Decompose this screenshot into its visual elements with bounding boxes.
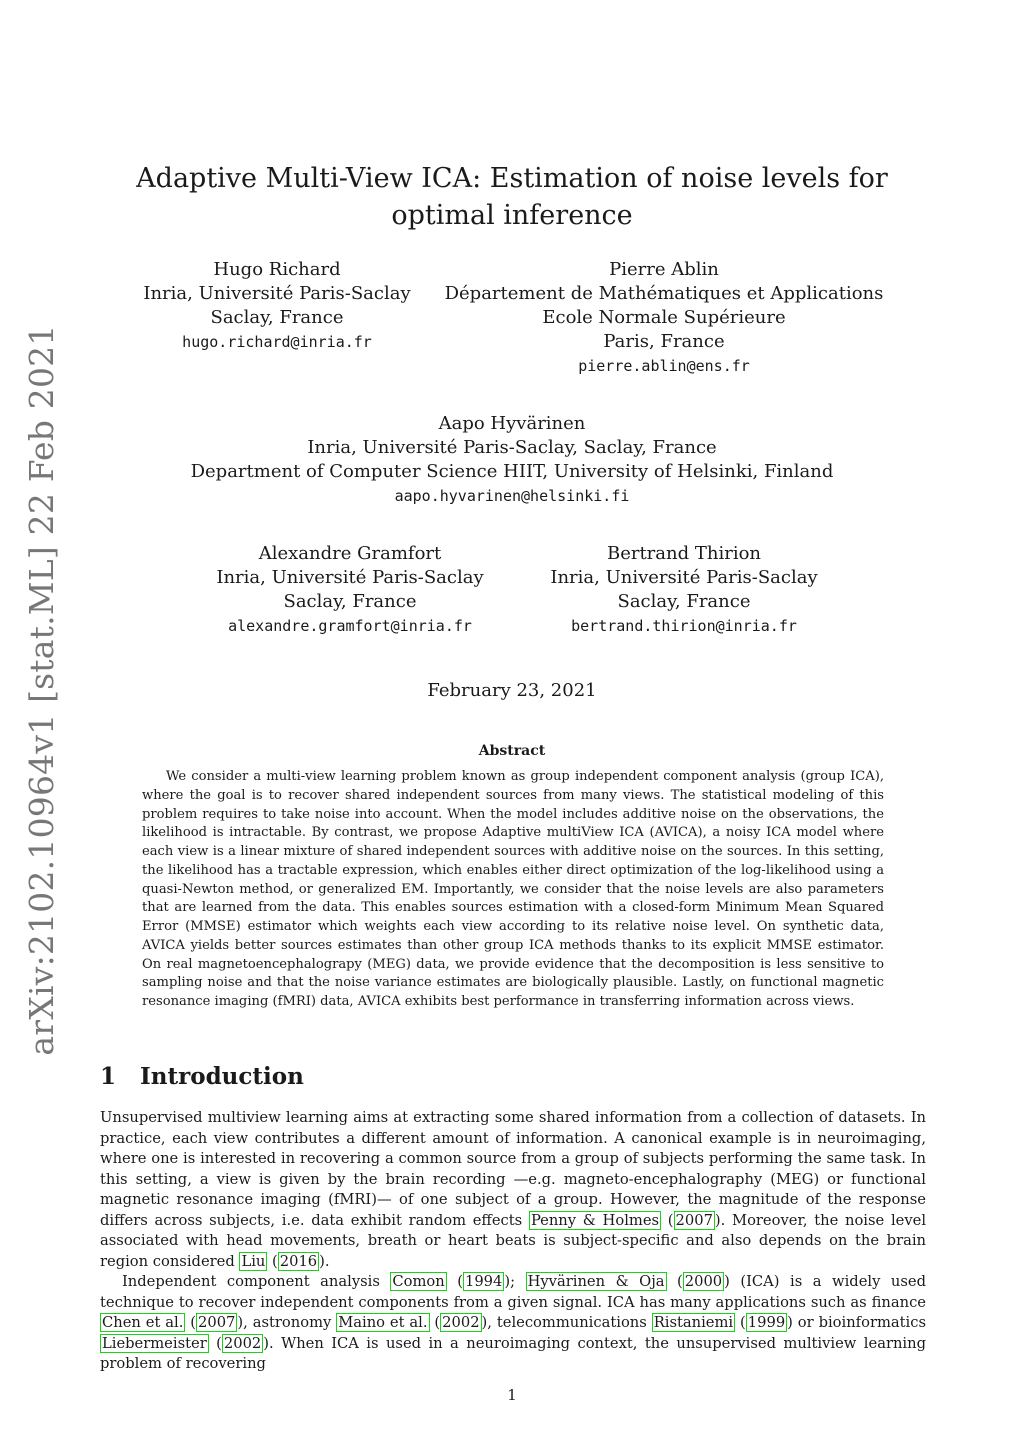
paragraph-text: ) or bioinformatics xyxy=(787,1314,927,1331)
paper-date: February 23, 2021 xyxy=(427,680,597,701)
author-name: Aapo Hyvärinen xyxy=(438,413,586,434)
citation-link[interactable]: 2002 xyxy=(442,1314,480,1331)
author-affiliation: Inria, Université Paris-Saclay, Saclay, France xyxy=(307,437,717,458)
citation-link[interactable]: 1994 xyxy=(464,1273,503,1290)
arxiv-identifier: arXiv:2102.10964v1 [stat.ML] 22 Feb 2021 xyxy=(22,324,61,1056)
section-title: Introduction xyxy=(140,1063,304,1090)
citation-link[interactable]: Liu xyxy=(241,1252,266,1270)
paragraph-text: ) (ICA) is a widely used technique to recover independent components from a given signal. ICA has many applications such as finance xyxy=(100,1273,926,1311)
author-affiliation: Inria, Université Paris-Saclay xyxy=(216,567,484,588)
section-number: 1 xyxy=(100,1063,117,1090)
author-block xyxy=(110,258,444,354)
author-name: Alexandre Gramfort xyxy=(258,543,442,564)
author-affiliation: Département de Mathématiques et Applications xyxy=(444,283,884,304)
paper-title: Adaptive Multi-View ICA: Estimation of noise levels for optimal inference xyxy=(136,163,888,231)
author-email: hugo.richard@inria.fr xyxy=(182,333,372,351)
author-affiliation: Inria, Université Paris-Saclay xyxy=(550,567,818,588)
author-email: pierre.ablin@ens.fr xyxy=(578,357,750,375)
paragraph-text: ( xyxy=(429,1314,441,1331)
citation-link[interactable]: 2007 xyxy=(675,1211,713,1229)
author-block xyxy=(200,542,500,638)
citation-link[interactable]: 2007 xyxy=(198,1314,236,1331)
author-block xyxy=(150,412,874,508)
author-affiliation: Saclay, France xyxy=(283,591,417,612)
citation-link[interactable]: Penny & Holmes xyxy=(530,1211,660,1229)
paragraph-text: ( xyxy=(446,1273,463,1290)
paragraph-text: Independent component analysis xyxy=(122,1273,391,1290)
paragraph-text: ( xyxy=(267,1252,278,1270)
citation-link[interactable]: Maino et al. xyxy=(338,1314,428,1331)
author-affiliation: Saclay, France xyxy=(210,307,344,328)
author-name: Pierre Ablin xyxy=(609,259,719,280)
section-heading xyxy=(100,1063,304,1090)
paragraph-text: ), telecommunications xyxy=(481,1314,652,1331)
citation-link[interactable]: Comon xyxy=(392,1273,445,1290)
paragraph-text: ( xyxy=(666,1273,683,1290)
citation-link[interactable]: Ristaniemi xyxy=(653,1314,734,1331)
author-affiliation: Saclay, France xyxy=(617,591,751,612)
author-email: aapo.hyvarinen@helsinki.fi xyxy=(394,487,630,505)
author-email: bertrand.thirion@inria.fr xyxy=(571,617,797,635)
abstract-text: We consider a multi-view learning problem known as group independent component analysis (group ICA), where the goal is to recover shared independent sources from many views. The statistical modeling of this problem requires to take noise into account. When the model includes additive noise on the observations, the likelihood is intractable. By contrast, we propose Adaptive multiView ICA (AVICA), a noisy ICA model where each view is a linear mixture of shared independent sources with additive noise on the sources. In this setting, the likelihood has a tractable expression, which enables either direct optimization of the log-likelihood using a quasi-Newton method, or generalized EM. Importantly, we consider that the noise levels are also parameters that are learned from the data. This enables sources estimation with a closed-form Minimum Mean Squared Error (MMSE) estimator which weights each view according to its relative noise level. On synthetic data, AVICA yields better sources estimates than other group ICA methods thanks to its explicit MMSE estimator. On real magnetoencephalograpy (MEG) data, we provide evidence that the decomposition is less sensitive to sampling noise and that the noise variance estimates are biologically plausible. Lastly, on functional magnetic resonance imaging (fMRI) data, AVICA exhibits best performance in transferring information across views. xyxy=(142,769,884,1009)
citation-link[interactable]: 2016 xyxy=(279,1252,318,1270)
paragraph-text: Unsupervised multiview learning aims at extracting some shared information from a collection of datasets. In practice, each view contributes a different amount of information. A canonical example is in neuroimaging, where one is interested in recovering a common source from a group of subjects performing the same task. In this setting, a view is given by the brain recording —e.g. magneto-encephalography (MEG) or functional magnetic resonance imaging (fMRI)— of one subject of a group. However, the magnitude of the response differs across subjects, i.e. data exhibit random effects xyxy=(100,1109,926,1229)
paragraph-text: ( xyxy=(208,1334,222,1352)
paragraph-text: ); xyxy=(504,1273,526,1290)
citation-link[interactable]: 1999 xyxy=(747,1314,786,1331)
abstract-heading: Abstract xyxy=(478,743,546,759)
citation-link[interactable]: 2000 xyxy=(684,1273,723,1290)
paragraph-text: ( xyxy=(735,1314,746,1331)
author-block xyxy=(440,258,888,378)
author-email: alexandre.gramfort@inria.fr xyxy=(228,617,472,635)
body-paragraph xyxy=(100,1108,926,1272)
citation-link[interactable]: Liebermeister xyxy=(102,1334,207,1352)
author-affiliation: Ecole Normale Supérieure xyxy=(542,307,786,328)
author-affiliation: Department of Computer Science HIIT, University of Helsinki, Finland xyxy=(190,461,834,482)
paragraph-text: ). Moreover, the noise level associated with head movements, breath or heart beats is subject-specific and also depends on the brain region considered xyxy=(100,1211,927,1270)
author-name: Bertrand Thirion xyxy=(606,543,762,564)
paragraph-text: ), astronomy xyxy=(237,1314,337,1331)
body-paragraph xyxy=(100,1272,926,1375)
author-block xyxy=(534,542,834,638)
author-affiliation: Inria, Université Paris-Saclay xyxy=(143,283,411,304)
author-affiliation: Paris, France xyxy=(603,331,725,352)
author-name: Hugo Richard xyxy=(213,259,341,280)
paragraph-text: ( xyxy=(185,1314,197,1331)
paragraph-text: ( xyxy=(661,1211,674,1229)
paragraph-text: ). When ICA is used in a neuroimaging context, the unsupervised multiview learning problem of recovering xyxy=(100,1334,926,1372)
page-number: 1 xyxy=(507,1386,517,1404)
citation-link[interactable]: Hyvärinen & Oja xyxy=(527,1273,665,1290)
paragraph-text: ). xyxy=(319,1252,330,1270)
citation-link[interactable]: 2002 xyxy=(223,1334,262,1352)
citation-link[interactable]: Chen et al. xyxy=(102,1314,184,1331)
